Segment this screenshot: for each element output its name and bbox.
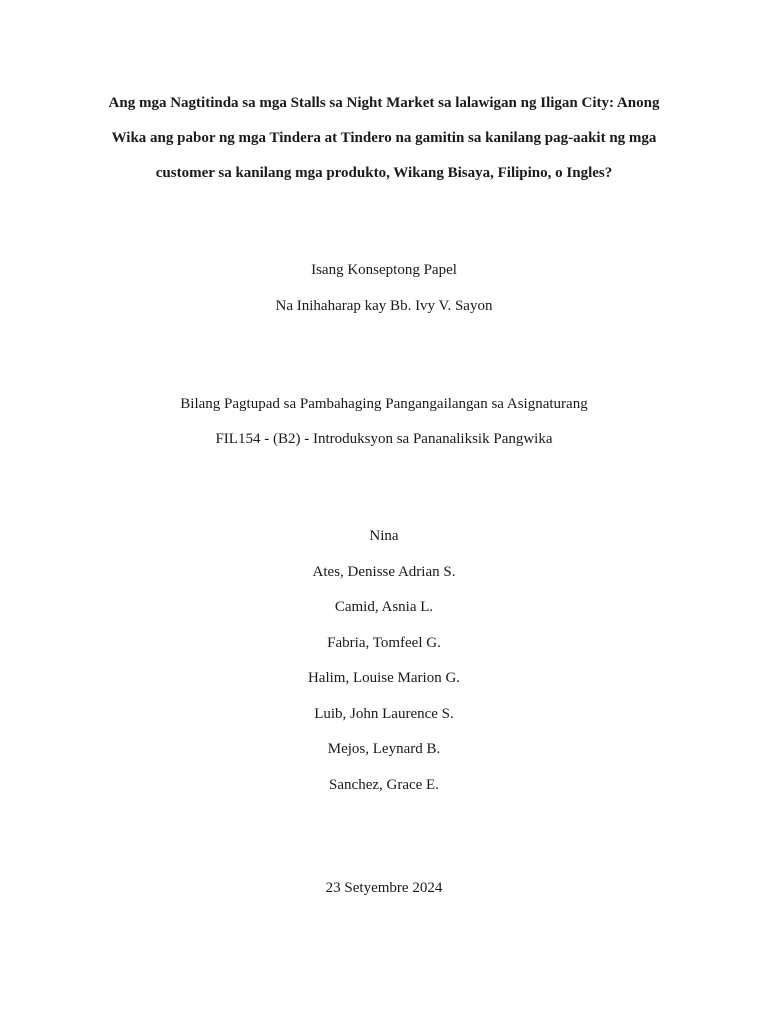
- author-name: Mejos, Leynard B.: [327, 741, 441, 757]
- authors-label: Nina: [369, 528, 399, 544]
- author-name: Luib, John Laurence S.: [314, 706, 454, 722]
- title-line-1: Ang mga Nagtitinda sa mga Stalls sa Night Market sa lalawigan ng Iligan City: Anong: [108, 95, 660, 111]
- title-line-3: customer sa kanilang mga produkto, Wikang Bisaya, Filipino, o Ingles?: [155, 165, 613, 181]
- submission-date: 23 Setyembre 2024: [325, 880, 443, 896]
- course-name: FIL154 - (B2) - Introduksyon sa Pananaliksik Pangwika: [215, 431, 553, 447]
- title-line-2: Wika ang pabor ng mga Tindera at Tindero na gamitin sa kanilang pag-aakit ng mga: [111, 130, 657, 146]
- author-name: Halim, Louise Marion G.: [307, 670, 461, 686]
- presented-to: Na Inihaharap kay Bb. Ivy V. Sayon: [275, 298, 493, 314]
- paper-title: [90, 86, 678, 191]
- paper-type: Isang Konseptong Papel: [311, 262, 457, 278]
- author-name: Sanchez, Grace E.: [329, 777, 439, 793]
- author-name: Fabria, Tomfeel G.: [327, 635, 441, 651]
- fulfillment-statement: Bilang Pagtupad sa Pambahaging Pangangailangan sa Asignaturang: [180, 396, 588, 412]
- author-name: Camid, Asnia L.: [334, 599, 434, 615]
- author-name: Ates, Denisse Adrian S.: [312, 564, 456, 580]
